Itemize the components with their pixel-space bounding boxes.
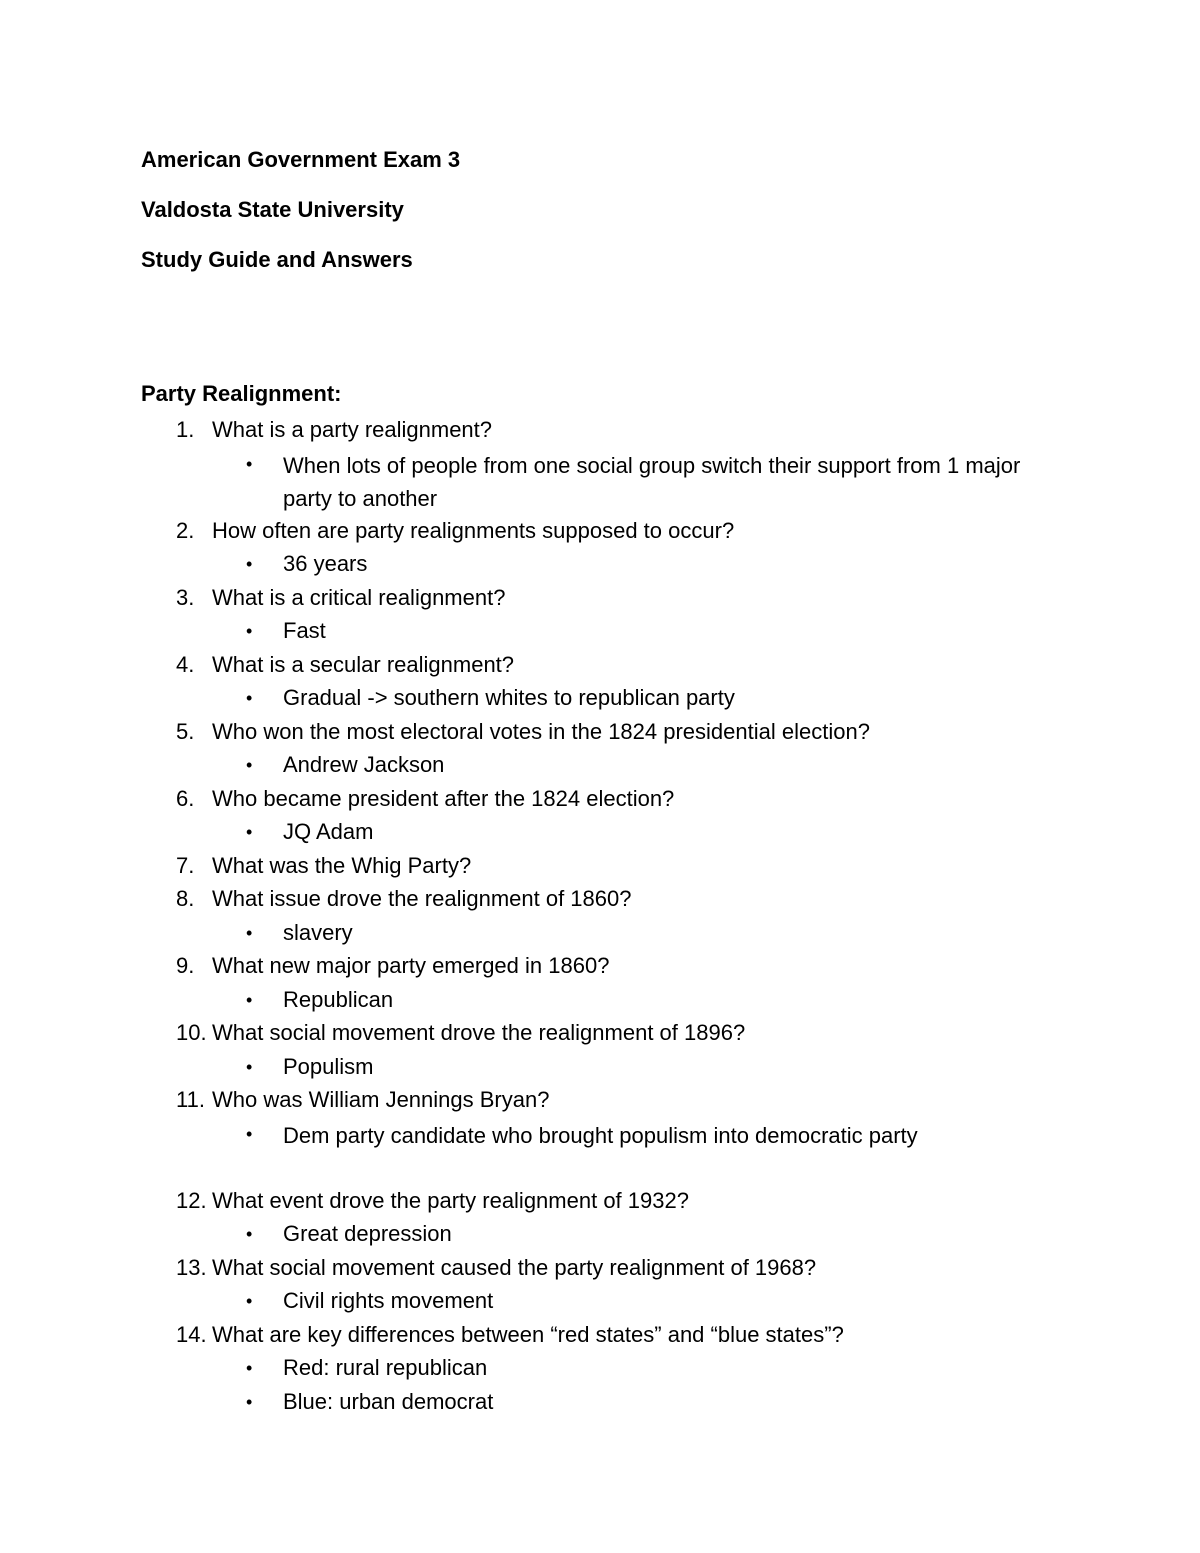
question-item <box>0 884 1200 918</box>
question-number: 13. <box>176 1254 207 1280</box>
bullet-icon: • <box>246 1056 253 1077</box>
question-item <box>0 1018 1200 1052</box>
question-item <box>0 1186 1200 1220</box>
answer-text: Dem party candidate who brought populism into democratic party <box>283 1122 918 1148</box>
question-text: Who became president after the 1824 election? <box>212 785 675 811</box>
question-text: What new major party emerged in 1860? <box>212 953 610 978</box>
question-item <box>0 851 1200 885</box>
question-text: What social movement caused the party realignment of 1968? <box>212 1254 817 1280</box>
question-text: What is a secular realignment? <box>212 651 515 677</box>
question-text: What are key differences between “red states” and “blue states”? <box>212 1321 844 1347</box>
question-number: 12. <box>176 1187 207 1213</box>
question-list <box>0 415 1200 1420</box>
question-item <box>0 784 1200 818</box>
answer-text: Andrew Jackson <box>283 752 445 777</box>
question-number: 2. <box>176 517 195 543</box>
bullet-icon: • <box>246 688 253 708</box>
answer-text: Republican <box>283 986 394 1012</box>
answer-item <box>0 918 1200 952</box>
question-number: 5. <box>176 718 195 744</box>
answer-text: Blue: urban democrat <box>283 1388 494 1414</box>
answer-text: Fast <box>283 618 326 643</box>
question-item <box>0 951 1200 985</box>
question-text: What issue drove the realignment of 1860? <box>212 886 632 911</box>
bullet-icon: • <box>246 1358 253 1378</box>
answer-item <box>0 750 1200 784</box>
section-title: Party Realignment: <box>141 381 342 406</box>
document-title: American Government Exam 3 <box>141 147 461 172</box>
question-text: What is a critical realignment? <box>212 584 506 610</box>
answer-item <box>0 817 1200 851</box>
question-item <box>0 516 1200 550</box>
university-name: Valdosta State University <box>141 197 404 222</box>
answer-item <box>0 1052 1200 1086</box>
question-text: Who was William Jennings Bryan? <box>212 1087 550 1112</box>
question-number: 6. <box>176 785 195 811</box>
bullet-icon: • <box>246 1291 253 1311</box>
bullet-icon: • <box>246 989 253 1010</box>
bullet-icon: • <box>246 1224 253 1244</box>
answer-text: slavery <box>283 919 353 945</box>
question-number: 9. <box>176 953 195 978</box>
answer-item <box>0 1353 1200 1387</box>
bullet-icon: • <box>246 1391 253 1412</box>
answer-item <box>0 549 1200 583</box>
answer-item <box>0 449 1200 516</box>
bullet-icon: • <box>246 1123 253 1144</box>
question-text: What was the Whig Party? <box>212 852 472 878</box>
answer-text: Civil rights movement <box>283 1288 494 1313</box>
question-text: What event drove the party realignment of 1932? <box>212 1187 689 1213</box>
question-item <box>0 1253 1200 1287</box>
bullet-icon: • <box>246 554 253 574</box>
answer-item <box>0 616 1200 650</box>
question-item <box>0 650 1200 684</box>
question-number: 10. <box>176 1020 207 1045</box>
question-text: How often are party realignments supposed to occur? <box>212 517 735 543</box>
answer-text: When lots of people from one social group switch their support from 1 major party to another <box>283 452 1021 511</box>
answer-text: Gradual -> southern whites to republican party <box>283 685 735 710</box>
answer-item <box>0 1286 1200 1320</box>
bullet-icon: • <box>246 822 253 842</box>
answer-text: Populism <box>283 1053 374 1079</box>
answer-text: Great depression <box>283 1221 452 1246</box>
answer-item <box>0 683 1200 717</box>
question-text: Who won the most electoral votes in the 1824 presidential election? <box>212 718 870 744</box>
answer-text: 36 years <box>283 551 368 576</box>
bullet-icon: • <box>246 922 253 943</box>
question-item <box>0 415 1200 449</box>
bullet-icon: • <box>246 453 253 474</box>
document-subtitle: Study Guide and Answers <box>141 247 413 272</box>
answer-item <box>0 1387 1200 1421</box>
answer-item <box>0 1219 1200 1253</box>
question-item <box>0 717 1200 751</box>
question-number: 7. <box>176 852 195 878</box>
question-item <box>0 583 1200 617</box>
question-number: 1. <box>176 417 195 442</box>
question-number: 14. <box>176 1321 207 1347</box>
bullet-icon: • <box>246 621 253 641</box>
answer-item <box>0 985 1200 1019</box>
answer-item <box>0 1119 1200 1186</box>
question-number: 8. <box>176 886 195 911</box>
question-number: 11. <box>176 1087 205 1112</box>
bullet-icon: • <box>246 755 253 775</box>
question-item <box>0 1085 1200 1119</box>
question-item <box>0 1320 1200 1354</box>
answer-text: Red: rural republican <box>283 1355 488 1380</box>
question-number: 4. <box>176 651 195 677</box>
question-text: What social movement drove the realignment of 1896? <box>212 1020 746 1045</box>
question-text: What is a party realignment? <box>212 417 493 442</box>
question-number: 3. <box>176 584 195 610</box>
answer-text: JQ Adam <box>283 819 374 844</box>
